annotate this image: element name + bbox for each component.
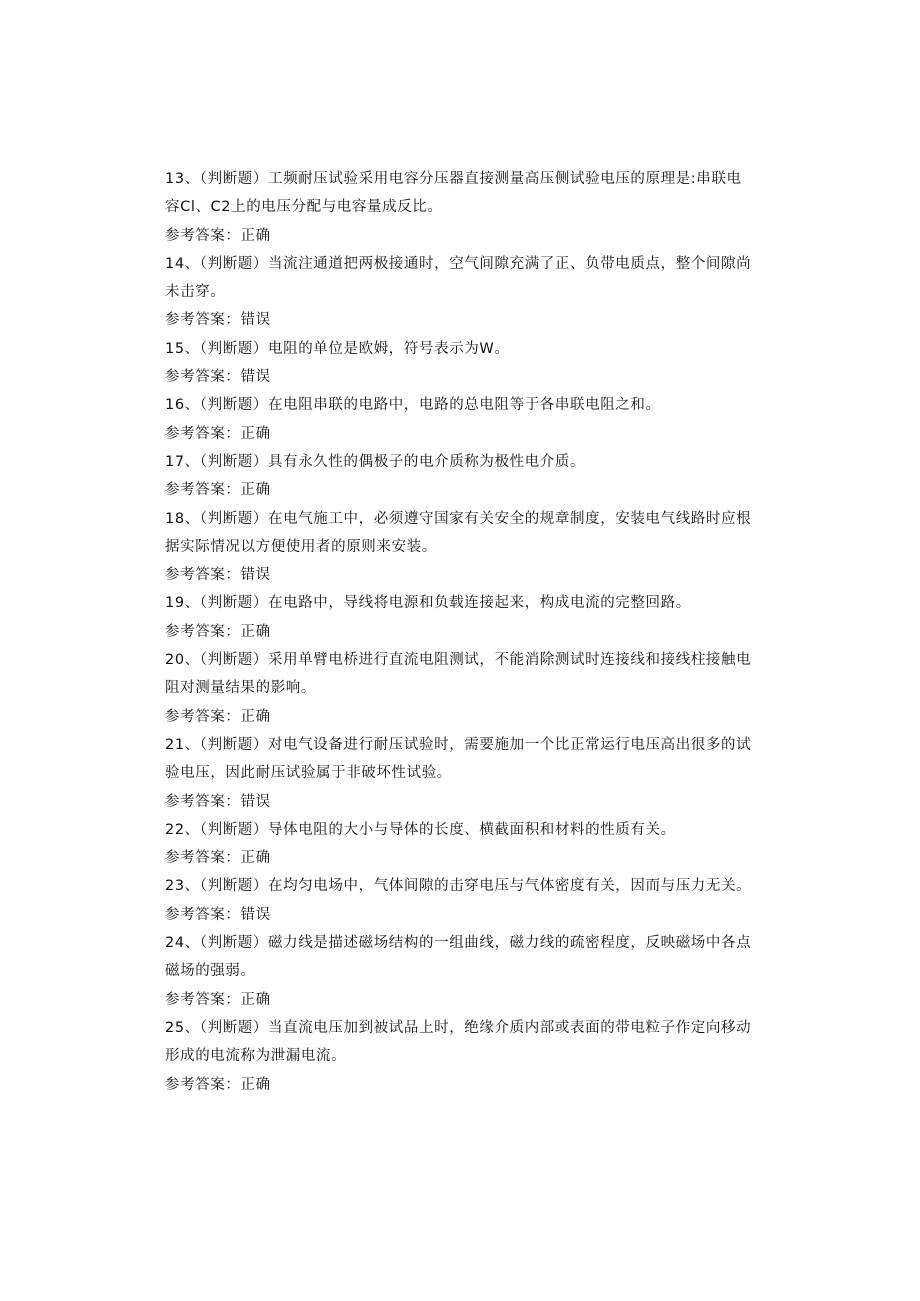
- answer-line: [165, 420, 755, 448]
- question-block: [165, 731, 755, 816]
- answer-prefix: 参考答案：: [165, 850, 241, 867]
- answer-prefix: 参考答案：: [165, 482, 241, 499]
- answer-prefix: 参考答案：: [165, 991, 241, 1008]
- question-block: [165, 1014, 755, 1099]
- answer-line: [165, 844, 755, 872]
- answer-line: [165, 476, 755, 504]
- question-text: 20、（判断题）采用单臂电桥进行直流电阻测试，不能消除测试时连接线和接线柱接触电阻对测量结果的影响。: [165, 652, 752, 697]
- answer-line: [165, 618, 755, 646]
- answer-value: 错误: [240, 567, 271, 584]
- answer-value: 错误: [240, 369, 271, 386]
- question-block: [165, 872, 755, 929]
- answer-value: 正确: [240, 227, 271, 244]
- question-text: 17、（判断题）具有永久性的偶极子的电介质称为极性电介质。: [165, 453, 586, 470]
- answer-line: [165, 561, 755, 589]
- question-text: 22、（判断题）导体电阻的大小与导体的长度、横截面积和材料的性质有关。: [165, 821, 676, 838]
- question-text: 24、（判断题）磁力线是描述磁场结构的一组曲线，磁力线的疏密程度，反映磁场中各点磁场的强弱。: [165, 935, 752, 980]
- answer-value: 正确: [240, 1076, 271, 1093]
- question-text: 19、（判断题）在电路中，导线将电源和负载连接起来，构成电流的完整回路。: [165, 595, 691, 612]
- question-block: [165, 646, 755, 731]
- answer-value: 正确: [240, 482, 271, 499]
- document-page: [165, 165, 755, 1099]
- answer-line: [165, 901, 755, 929]
- answer-prefix: 参考答案：: [165, 708, 241, 725]
- answer-value: 错误: [240, 793, 271, 810]
- question-text: 14、（判断题）当流注通道把两极接通时，空气间隙充满了正、负带电质点，整个间隙尚未击穿。: [165, 255, 752, 301]
- question-block: [165, 816, 755, 873]
- answer-prefix: 参考答案：: [165, 567, 241, 584]
- answer-value: 错误: [240, 312, 271, 329]
- answer-prefix: 参考答案：: [165, 623, 241, 640]
- question-text: 18、（判断题）在电气施工中，必须遵守国家有关安全的规章制度，安装电气线路时应根据实际情况以方便使用者的原则来安装。: [165, 510, 752, 555]
- answer-prefix: 参考答案：: [165, 793, 241, 810]
- answer-value: 正确: [240, 850, 271, 867]
- question-block: [165, 929, 755, 1014]
- answer-line: [165, 363, 755, 391]
- answer-value: 错误: [240, 906, 271, 923]
- answer-prefix: 参考答案：: [165, 312, 241, 329]
- answer-line: [165, 788, 755, 816]
- question-block: [165, 391, 755, 448]
- question-text: 13、（判断题）工频耐压试验采用电容分压器直接测量高压侧试验电压的原理是:串联电容Cl、C2上的电压分配与电容量成反比。: [165, 171, 742, 216]
- answer-line: [165, 222, 755, 250]
- answer-line: [165, 1071, 755, 1099]
- answer-prefix: 参考答案：: [165, 1076, 241, 1093]
- answer-prefix: 参考答案：: [165, 425, 241, 442]
- answer-line: [165, 306, 755, 334]
- answer-value: 正确: [240, 623, 271, 640]
- answer-prefix: 参考答案：: [165, 227, 241, 244]
- answer-value: 正确: [240, 991, 271, 1008]
- question-text: 23、（判断题）在均匀电场中，气体间隙的击穿电压与气体密度有关，因而与压力无关。: [165, 878, 752, 895]
- question-text: 15、（判断题）电阻的单位是欧姆，符号表示为W。: [165, 340, 510, 357]
- answer-value: 正确: [240, 708, 271, 725]
- question-block: [165, 165, 755, 250]
- question-text: 25、（判断题）当直流电压加到被试品上时，绝缘介质内部或表面的带电粒子作定向移动形成的电流称为泄漏电流。: [165, 1019, 752, 1065]
- question-text: 16、（判断题）在电阻串联的电路中，电路的总电阻等于各串联电阻之和。: [165, 397, 661, 414]
- question-block: [165, 250, 755, 335]
- question-block: [165, 589, 755, 646]
- answer-line: [165, 703, 755, 731]
- answer-prefix: 参考答案：: [165, 369, 241, 386]
- question-text: 21、（判断题）对电气设备进行耐压试验时，需要施加一个比正常运行电压高出很多的试验电压，因此耐压试验属于非破坏性试验。: [165, 736, 752, 782]
- answer-value: 正确: [240, 425, 271, 442]
- question-block: [165, 505, 755, 590]
- answer-prefix: 参考答案：: [165, 906, 241, 923]
- question-block: [165, 335, 755, 392]
- answer-line: [165, 986, 755, 1014]
- question-block: [165, 448, 755, 505]
